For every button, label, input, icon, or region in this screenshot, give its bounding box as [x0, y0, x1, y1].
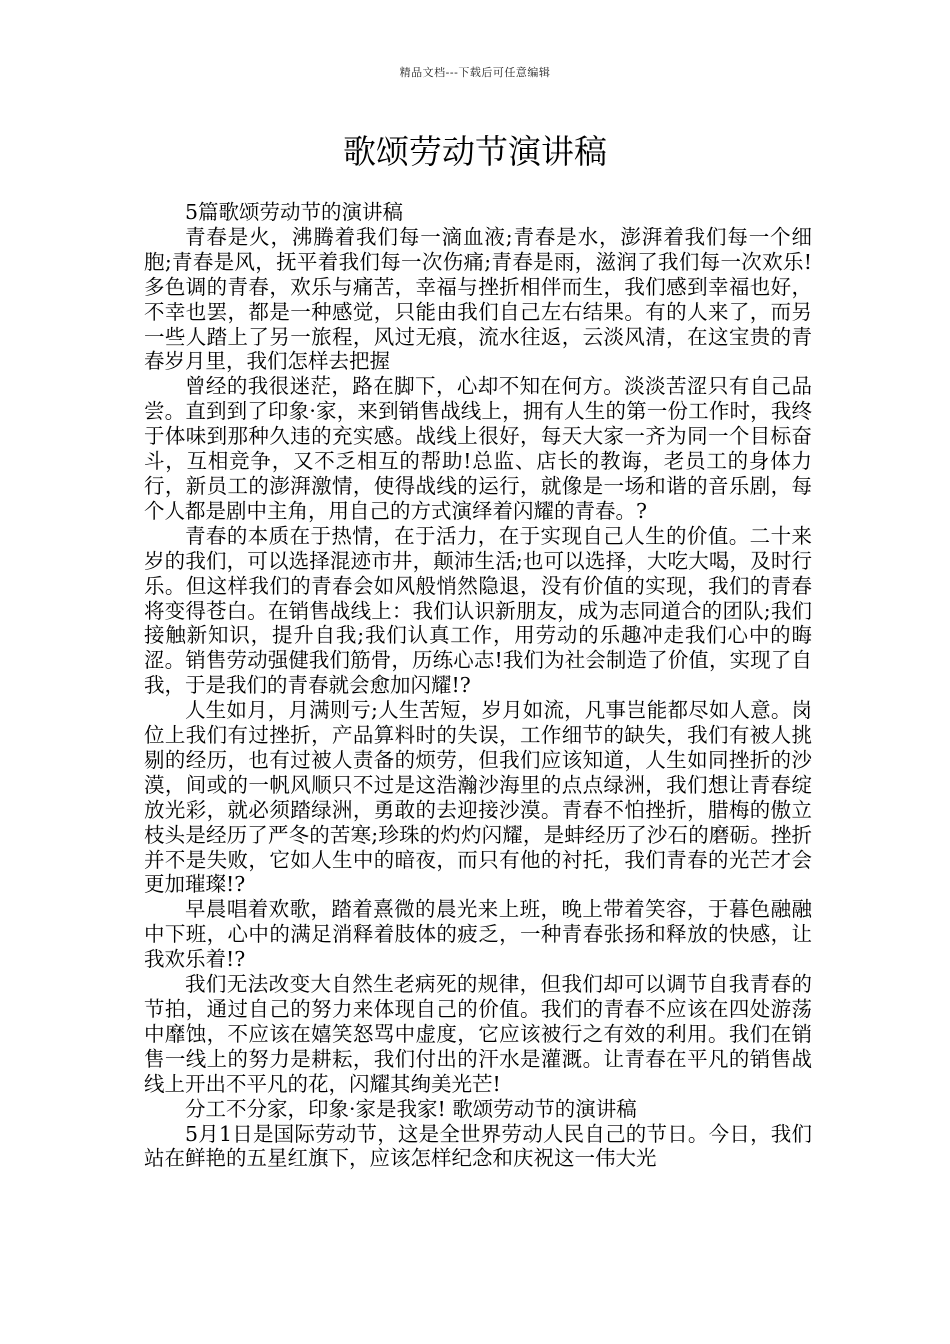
- paragraph: 人生如月，月满则亏;人生苦短，岁月如流，凡事岂能都尽如人意。岗位上我们有过挫折，产品算料时的失误，工作细节的缺失，我们有被人挑剔的经历，也有过被人责备的烦劳，但我们应该知道，人生如同挫折的沙漠，间或的一帆风顺只不过是这浩瀚沙海里的点点绿洲，我们想让青春绽放光彩，就必须踏绿洲，勇敢的去迎接沙漠。青春不怕挫折，腊梅的傲立枝头是经历了严冬的苦寒;珍珠的灼灼闪耀，是蚌经历了沙石的磨砺。挫折并不是失败，它如人生中的暗夜，而只有他的衬托，我们青春的光芒才会更加璀璨!?: [144, 698, 812, 897]
- paragraph: 早晨唱着欢歌，踏着熹微的晨光来上班，晚上带着笑容，于暮色融融中下班，心中的满足消释着肢体的疲乏，一种青春张扬和释放的快感，让我欢乐着!?: [144, 897, 812, 972]
- document-body: [144, 200, 812, 1171]
- document-title: 歌颂劳动节演讲稿: [343, 132, 607, 171]
- paragraph: 5月1日是国际劳动节，这是全世界劳动人民自己的节日。今日，我们站在鲜艳的五星红旗下，应该怎样纪念和庆祝这一伟大光: [144, 1121, 812, 1171]
- document-header-note: 精品文档---下载后可任意编辑: [399, 66, 551, 79]
- paragraph: 曾经的我很迷茫，路在脚下，心却不知在何方。淡淡苦涩只有自己品尝。直到到了印象·家，来到销售战线上，拥有人生的第一份工作时，我终于体味到那种久违的充实感。战线上很好，每天大家一齐为同一个目标奋斗，互相竞争，又不乏相互的帮助!总监、店长的教诲，老员工的身体力行，新员工的澎湃激情，使得战线的运行，就像是一场和谐的音乐剧，每个人都是剧中主角，用自己的方式演绎着闪耀的青春。?: [144, 374, 812, 523]
- paragraph: 分工不分家，印象·家是我家! 歌颂劳动节的演讲稿: [185, 1096, 637, 1121]
- paragraph: 青春的本质在于热情，在于活力，在于实现自己人生的价值。二十来岁的我们，可以选择混迹市井，颠沛生活;也可以选择，大吃大喝，及时行乐。但这样我们的青春会如风般悄然隐退，没有价值的实现，我们的青春将变得苍白。在销售战线上：我们认识新朋友，成为志同道合的团队;我们接触新知识，提升自我;我们认真工作，用劳动的乐趣冲走我们心中的晦涩。销售劳动强健我们筋骨，历练心志!我们为社会制造了价值，实现了自我，于是我们的青春就会愈加闪耀!?: [144, 523, 812, 698]
- paragraph-subtitle: 5篇歌颂劳动节的演讲稿: [185, 200, 404, 224]
- paragraph: 我们无法改变大自然生老病死的规律，但我们却可以调节自我青春的节拍，通过自己的努力来体现自己的价值。我们的青春不应该在四处游荡中靡蚀，不应该在嬉笑怒骂中虚度，它应该被行之有效的利用。我们在销售一线上的努力是耕耘，我们付出的汗水是灌溉。让青春在平凡的销售战线上开出不平凡的花，闪耀其绚美光芒!: [144, 972, 812, 1096]
- paragraph: 青春是火，沸腾着我们每一滴血液;青春是水，澎湃着我们每一个细胞;青春是风，抚平着我们每一次伤痛;青春是雨，滋润了我们每一次欢乐!多色调的青春，欢乐与痛苦，幸福与挫折相伴而生，我们感到幸福也好，不幸也罢，都是一种感觉，只能由我们自己左右结果。有的人来了，而另一些人踏上了另一旅程，风过无痕，流水往返，云淡风清，在这宝贵的青春岁月里，我们怎样去把握: [144, 224, 812, 374]
